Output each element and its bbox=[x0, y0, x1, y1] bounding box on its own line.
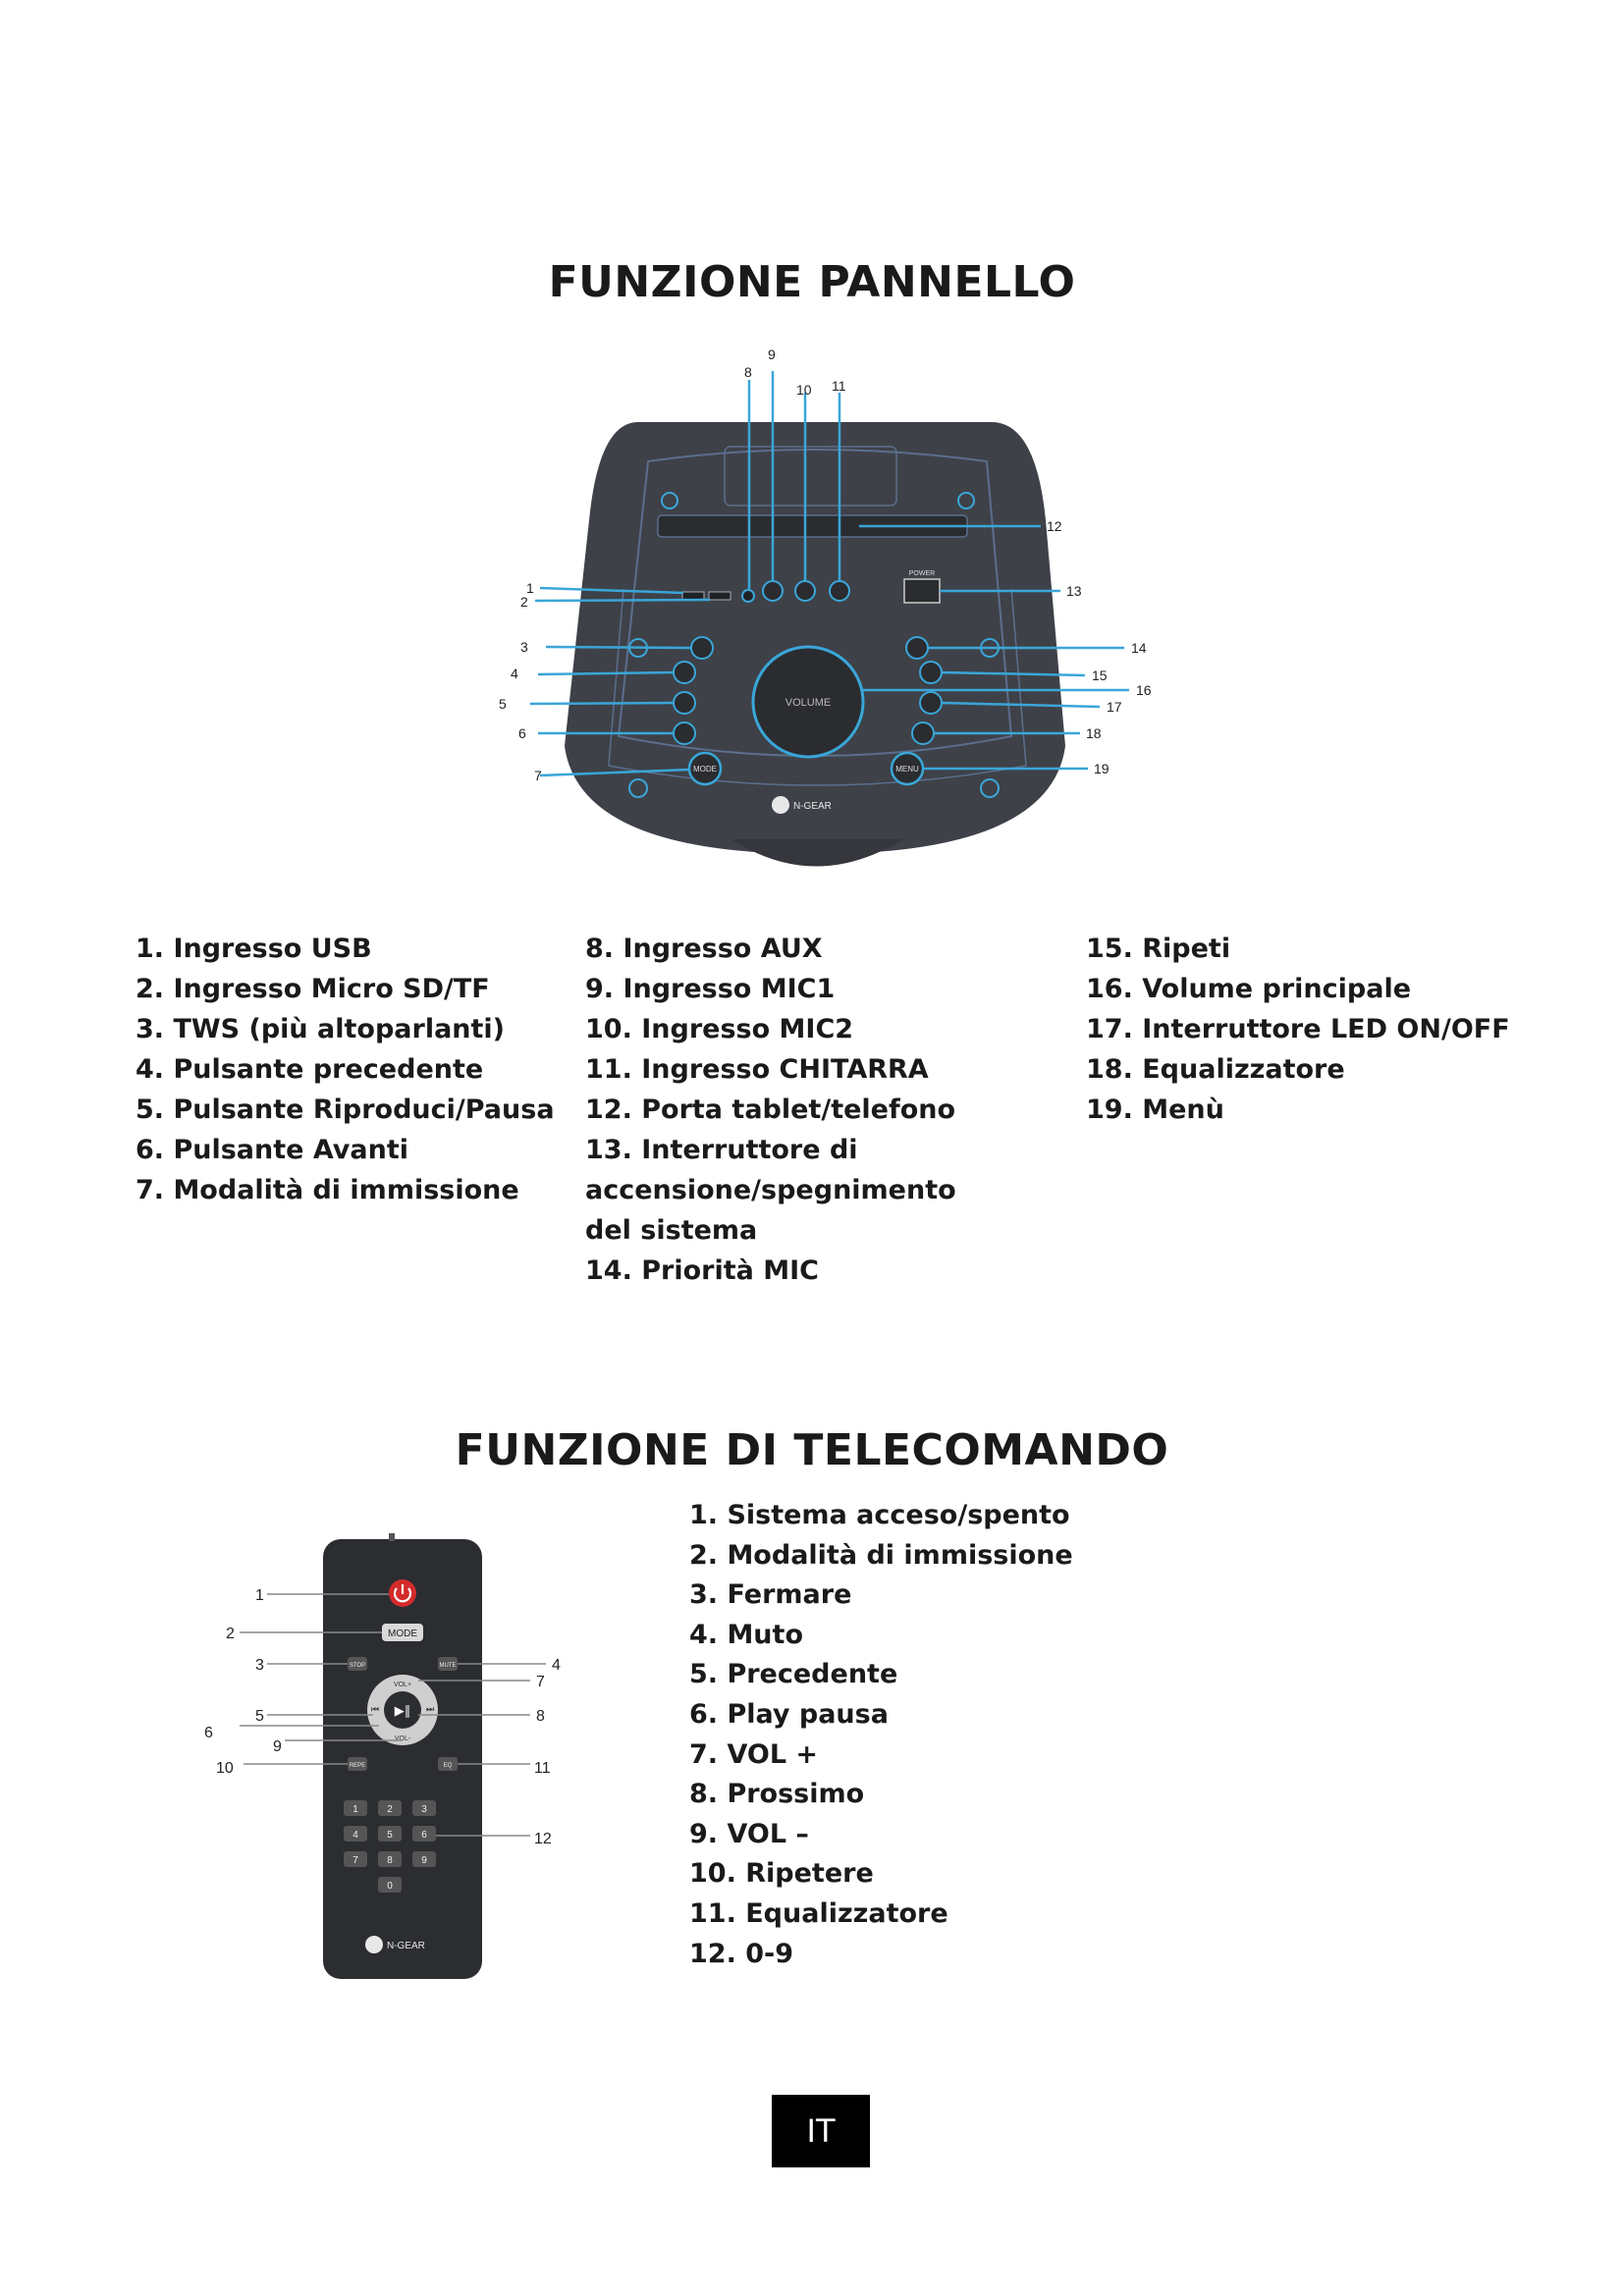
usb-port bbox=[682, 592, 704, 600]
remote-callout-1: 1 bbox=[255, 1587, 264, 1604]
remote-function-list bbox=[689, 1496, 1239, 1974]
digit-4: 4 bbox=[352, 1830, 358, 1841]
digit-6: 6 bbox=[421, 1830, 427, 1841]
digit-0: 0 bbox=[387, 1881, 393, 1892]
sd-port bbox=[709, 592, 731, 600]
remote-callout-6: 6 bbox=[204, 1725, 213, 1741]
list-item: 9. VOL – bbox=[689, 1818, 809, 1849]
brand-logo-icon bbox=[365, 1936, 383, 1953]
panel-callout-11: 11 bbox=[832, 378, 846, 394]
mic-priority-button bbox=[906, 637, 928, 659]
panel-list-column-3 bbox=[1086, 929, 1597, 1130]
panel-callout-14: 14 bbox=[1131, 640, 1147, 656]
panel-callout-9: 9 bbox=[768, 347, 776, 362]
digit-3: 3 bbox=[421, 1804, 427, 1815]
power-switch bbox=[904, 579, 940, 603]
list-item: 6. Play pausa bbox=[689, 1698, 889, 1730]
list-item: 4. Muto bbox=[689, 1619, 803, 1650]
panel-callout-10: 10 bbox=[796, 382, 812, 398]
list-item: 1. Sistema acceso/spento bbox=[689, 1500, 1070, 1530]
remote-callout-5: 5 bbox=[255, 1708, 264, 1725]
list-item: 13. Interruttore di accensione/spegnimento del sistema bbox=[585, 1135, 956, 1246]
brand-logo-text: N-GEAR bbox=[387, 1941, 425, 1951]
speaker-handle-bottom bbox=[731, 839, 903, 867]
list-item: 12. 0-9 bbox=[689, 1938, 794, 1969]
eq-button bbox=[912, 722, 934, 744]
mute-label: MUTE bbox=[439, 1663, 457, 1669]
play-pause-icon: ▶∥ bbox=[394, 1703, 411, 1718]
list-item: 7. Modalità di immissione bbox=[135, 1175, 519, 1205]
panel-callout-8: 8 bbox=[744, 364, 752, 380]
digit-7: 7 bbox=[352, 1855, 358, 1866]
panel-callout-17: 17 bbox=[1107, 699, 1122, 715]
panel-list-column-2 bbox=[585, 929, 998, 1291]
remote-callout-3: 3 bbox=[255, 1657, 264, 1674]
list-item: 11. Equalizzatore bbox=[689, 1897, 948, 1929]
language-badge: IT bbox=[772, 2095, 870, 2167]
speaker-body bbox=[565, 422, 1065, 854]
list-item: 8. Prossimo bbox=[689, 1779, 865, 1810]
vol-minus-label: VOL- bbox=[394, 1735, 411, 1742]
speaker-panel-diagram bbox=[491, 344, 1178, 903]
panel-callout-18: 18 bbox=[1086, 725, 1102, 741]
guitar-port bbox=[830, 581, 849, 601]
remote-callout-11: 11 bbox=[534, 1760, 551, 1777]
list-item: 7. VOL + bbox=[689, 1738, 819, 1770]
panel-list-column-1 bbox=[135, 929, 568, 1210]
panel-callout-6: 6 bbox=[518, 725, 526, 741]
digit-2: 2 bbox=[387, 1804, 393, 1815]
list-item: 12. Porta tablet/telefono bbox=[585, 1095, 956, 1125]
repeat-button bbox=[920, 662, 942, 683]
panel-callout-3: 3 bbox=[520, 639, 528, 655]
digit-8: 8 bbox=[387, 1855, 393, 1866]
stop-label: STOP bbox=[349, 1663, 366, 1669]
list-item: 9. Ingresso MIC1 bbox=[585, 974, 836, 1004]
tws-button bbox=[691, 637, 713, 659]
list-item: 14. Priorità MIC bbox=[585, 1255, 819, 1286]
list-item: 6. Pulsante Avanti bbox=[135, 1135, 408, 1165]
prev-button bbox=[674, 662, 695, 683]
mic1-port bbox=[763, 581, 783, 601]
play-pause-button bbox=[674, 692, 695, 714]
next-button bbox=[674, 722, 695, 744]
panel-callout-16: 16 bbox=[1136, 682, 1152, 698]
list-item: 18. Equalizzatore bbox=[1086, 1054, 1345, 1085]
mic2-port bbox=[795, 581, 815, 601]
list-item: 1. Ingresso USB bbox=[135, 934, 372, 964]
led-switch-button bbox=[920, 692, 942, 714]
next-icon: ⏭ bbox=[425, 1704, 435, 1714]
list-item: 19. Menù bbox=[1086, 1095, 1224, 1125]
list-item: 16. Volume principale bbox=[1086, 974, 1412, 1004]
panel-callout-15: 15 bbox=[1092, 667, 1108, 683]
remote-callout-8: 8 bbox=[536, 1708, 545, 1725]
panel-section-title: FUNZIONE PANNELLO bbox=[548, 257, 1076, 307]
prev-icon: ⏮ bbox=[370, 1704, 380, 1714]
power-label: POWER bbox=[908, 570, 936, 577]
mode-label: MODE bbox=[693, 765, 717, 774]
panel-callout-12: 12 bbox=[1047, 518, 1062, 534]
remote-callout-12: 12 bbox=[534, 1831, 552, 1847]
list-item: 5. Pulsante Riproduci/Pausa bbox=[135, 1095, 555, 1125]
panel-callout-4: 4 bbox=[511, 666, 518, 681]
list-item: 2. Ingresso Micro SD/TF bbox=[135, 974, 490, 1004]
brand-logo-text: N-GEAR bbox=[793, 801, 832, 812]
remote-callout-4: 4 bbox=[552, 1657, 561, 1674]
volume-label: VOLUME bbox=[785, 697, 832, 709]
vol-plus-label: VOL+ bbox=[393, 1682, 412, 1688]
list-item: 5. Precedente bbox=[689, 1659, 898, 1690]
remote-section-title: FUNZIONE DI TELECOMANDO bbox=[455, 1425, 1169, 1475]
eq-label: EQ bbox=[443, 1763, 453, 1769]
remote-callout-2: 2 bbox=[226, 1626, 235, 1642]
panel-callout-2: 2 bbox=[520, 594, 528, 610]
list-item: 10. Ripetere bbox=[689, 1858, 874, 1890]
repeat-label: REPE bbox=[349, 1763, 366, 1769]
digit-5: 5 bbox=[387, 1830, 393, 1841]
list-item: 3. TWS (più altoparlanti) bbox=[135, 1014, 506, 1044]
list-item: 8. Ingresso AUX bbox=[585, 934, 823, 964]
list-item: 3. Fermare bbox=[689, 1579, 852, 1611]
list-item: 17. Interruttore LED ON/OFF bbox=[1086, 1014, 1510, 1044]
panel-callout-13: 13 bbox=[1066, 583, 1082, 599]
remote-callout-9: 9 bbox=[273, 1738, 282, 1755]
list-item: 11. Ingresso CHITARRA bbox=[585, 1054, 929, 1085]
mode-label: MODE bbox=[388, 1629, 417, 1639]
remote-callout-10: 10 bbox=[216, 1760, 234, 1777]
list-item: 4. Pulsante precedente bbox=[135, 1054, 484, 1085]
panel-callout-1: 1 bbox=[526, 580, 534, 596]
menu-label: MENU bbox=[895, 765, 919, 774]
remote-control-diagram bbox=[192, 1520, 605, 1991]
panel-callout-7: 7 bbox=[534, 768, 542, 783]
list-item: 10. Ingresso MIC2 bbox=[585, 1014, 854, 1044]
brand-logo-icon bbox=[772, 796, 789, 814]
panel-callout-5: 5 bbox=[499, 696, 507, 712]
digit-9: 9 bbox=[421, 1855, 427, 1866]
list-item: 2. Modalità di immissione bbox=[689, 1539, 1073, 1571]
remote-callout-7: 7 bbox=[536, 1674, 545, 1690]
aux-port bbox=[742, 590, 754, 602]
panel-callout-19: 19 bbox=[1094, 761, 1110, 776]
digit-1: 1 bbox=[352, 1804, 358, 1815]
list-item: 15. Ripeti bbox=[1086, 934, 1231, 964]
